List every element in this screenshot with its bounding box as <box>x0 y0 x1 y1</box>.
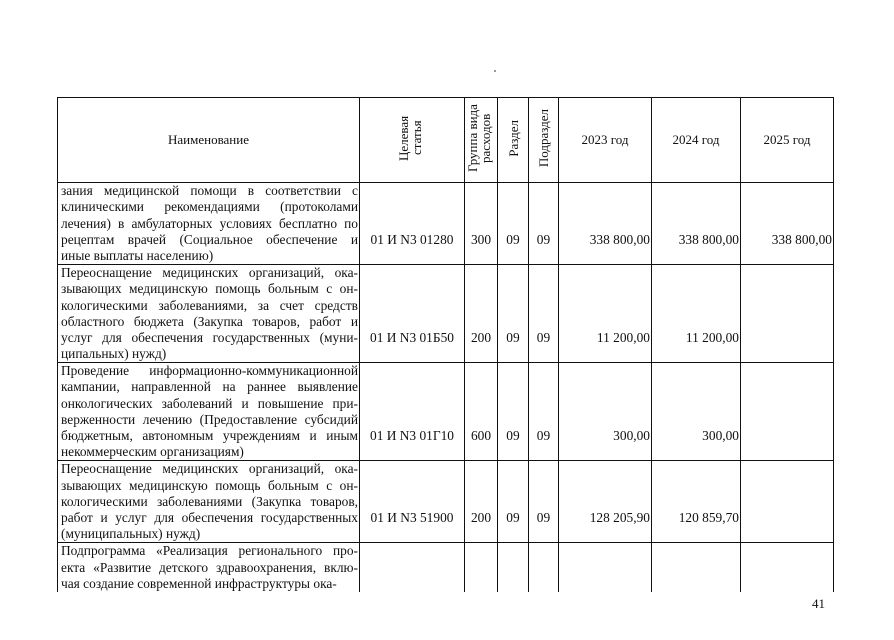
header-2025: 2025 год <box>741 98 834 183</box>
row-section: 09 <box>498 265 529 363</box>
row-name <box>58 183 360 265</box>
row-subsection: 09 <box>529 265 559 363</box>
row-name-line: Проведение информационно-коммуникационной <box>61 363 358 379</box>
row-target-article: 01 И N3 01Б50 <box>360 265 465 363</box>
row-target-article: 01 И N3 01280 <box>360 183 465 265</box>
row-name <box>58 265 360 363</box>
row-name-line: бюджетным, автономным учреждениям и иным <box>61 428 358 444</box>
row-section <box>498 543 529 592</box>
row-subsection: 09 <box>529 183 559 265</box>
table-row <box>58 265 834 363</box>
header-expense-group: Группа вида расходов <box>465 98 498 183</box>
row-name-line: зания медицинской помощи в соответствии с <box>61 183 358 199</box>
row-name-line: екта «Развитие детского здравоохранения, вклю- <box>61 559 358 575</box>
header-2024: 2024 год <box>652 98 741 183</box>
table-row <box>58 183 834 265</box>
row-name-line: услуг для обеспечения государственных (муни- <box>61 329 358 345</box>
header-2023: 2023 год <box>559 98 652 183</box>
row-2023: 11 200,00 <box>559 265 652 363</box>
row-name-line: верженности лечению (Предоставление субсидий <box>61 411 358 427</box>
table-row <box>58 461 834 543</box>
row-name-line: Переоснащение медицинских организаций, ока- <box>61 265 358 281</box>
row-2025 <box>741 265 834 363</box>
row-name-line: работ и услуг для обеспечения государственных <box>61 509 358 525</box>
row-2025 <box>741 461 834 543</box>
table-header-row <box>58 98 834 183</box>
row-name-line: рецептам врачей (Социальное обеспечение и <box>61 231 358 247</box>
row-name <box>58 461 360 543</box>
row-name-line: кологическими заболеваниями (Закупка товаров, <box>61 493 358 509</box>
row-expense-group <box>465 543 498 592</box>
row-expense-group: 200 <box>465 265 498 363</box>
budget-table <box>57 97 834 592</box>
header-name: Наименование <box>58 98 360 183</box>
row-subsection <box>529 543 559 592</box>
row-subsection: 09 <box>529 461 559 543</box>
header-subsection: Подраздел <box>529 98 559 183</box>
row-name-line: иные выплаты населению) <box>61 247 214 263</box>
row-name-line: ципальных) нужд) <box>61 346 167 362</box>
row-expense-group: 300 <box>465 183 498 265</box>
row-name <box>58 543 360 592</box>
row-expense-group: 200 <box>465 461 498 543</box>
row-name-line: кологическими заболеваниями, за счет средств <box>61 297 358 313</box>
row-section: 09 <box>498 183 529 265</box>
row-name-line: Подпрограмма «Реализация регионального про- <box>61 543 358 559</box>
row-2023: 128 205,90 <box>559 461 652 543</box>
table-row <box>58 543 834 592</box>
row-2025: 338 800,00 <box>741 183 834 265</box>
row-name-line: чая создание современной инфраструктуры ока- <box>61 575 337 591</box>
row-name-line: Переоснащение медицинских организаций, ока- <box>61 461 358 477</box>
row-name-line: зывающих медицинскую помощь больным с он- <box>61 477 358 493</box>
row-2024: 300,00 <box>652 363 741 461</box>
row-2023: 338 800,00 <box>559 183 652 265</box>
row-2023 <box>559 543 652 592</box>
row-2025 <box>741 363 834 461</box>
row-name-line: онкологических заболеваний и повышение при- <box>61 395 358 411</box>
row-name-line: некоммерческим организациям) <box>61 444 244 460</box>
row-name-line: зывающих медицинскую помощь больным с он- <box>61 281 358 297</box>
row-name-line: областного бюджета (Закупка товаров, работ и <box>61 313 358 329</box>
row-2024: 120 859,70 <box>652 461 741 543</box>
row-section: 09 <box>498 363 529 461</box>
page-number: 41 <box>812 596 825 611</box>
header-section: Раздел <box>498 98 529 183</box>
header-target-article: Целевая статья <box>360 98 465 183</box>
row-section: 09 <box>498 461 529 543</box>
row-name-line: кампании, направленной на раннее выявление <box>61 379 358 395</box>
row-target-article <box>360 543 465 592</box>
row-2024: 338 800,00 <box>652 183 741 265</box>
row-2025 <box>741 543 834 592</box>
row-2023: 300,00 <box>559 363 652 461</box>
row-name-line: (муниципальных) нужд) <box>61 526 201 542</box>
row-name-line: клиническими рекомендациями (протоколами <box>61 199 358 215</box>
scan-speck <box>494 70 496 72</box>
row-subsection: 09 <box>529 363 559 461</box>
row-2024: 11 200,00 <box>652 265 741 363</box>
table-row <box>58 363 834 461</box>
row-target-article: 01 И N3 51900 <box>360 461 465 543</box>
row-name-line: лечения) в амбулаторных условиях бесплатно по <box>61 215 358 231</box>
row-target-article: 01 И N3 01Г10 <box>360 363 465 461</box>
row-name <box>58 363 360 461</box>
row-expense-group: 600 <box>465 363 498 461</box>
row-2024 <box>652 543 741 592</box>
